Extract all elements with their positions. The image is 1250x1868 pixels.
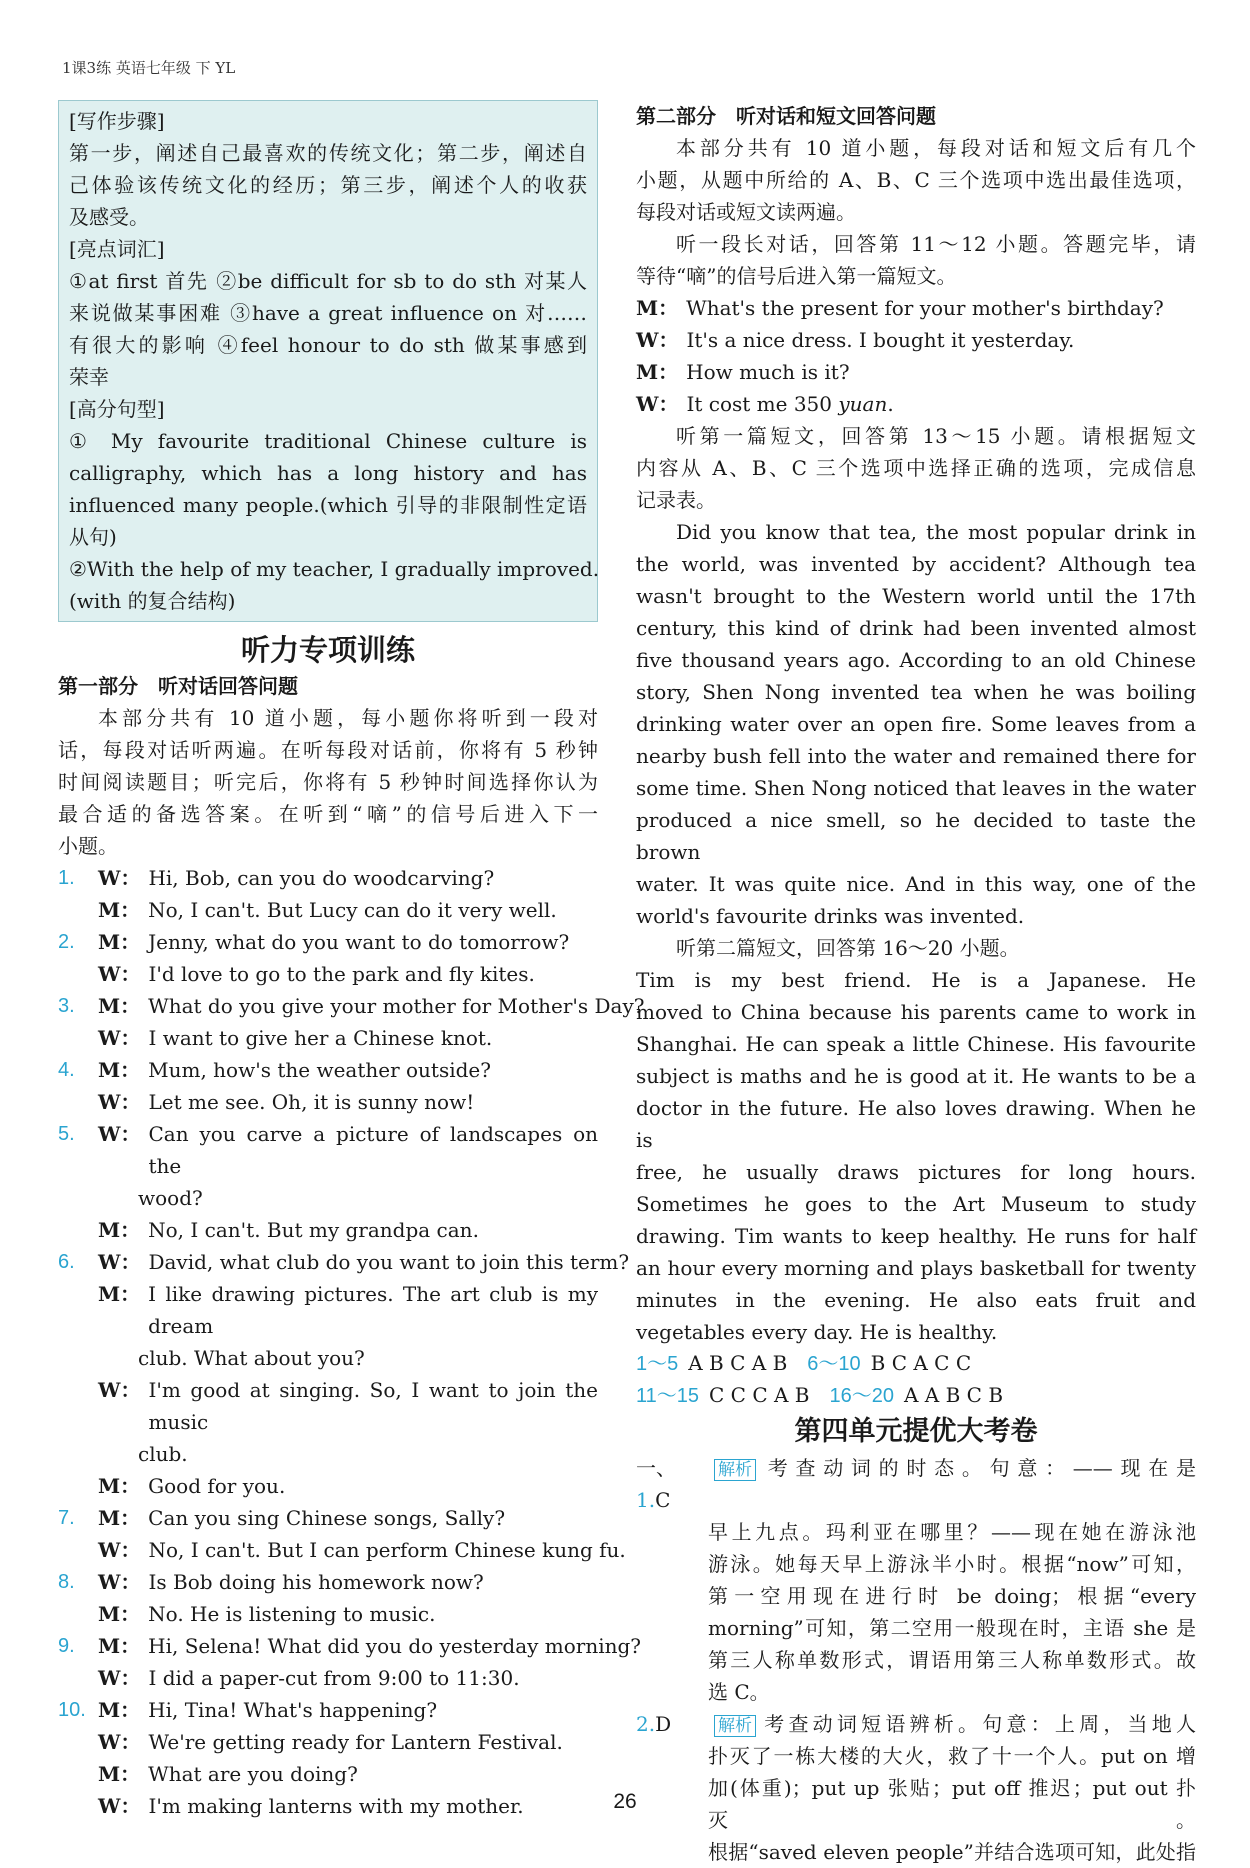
analysis-tag: 解析 xyxy=(714,1459,756,1481)
speaker-label: W： xyxy=(636,392,679,416)
dialogue-line xyxy=(58,1758,598,1790)
answer-letters: B C A C C xyxy=(870,1351,972,1375)
passage1 xyxy=(636,516,1196,932)
unit4-answer-line xyxy=(636,1708,1196,1740)
intro-line: 话，每段对话听两遍。在听每段对话前，你将有 5 秒钟 xyxy=(58,738,598,762)
indent-spacer xyxy=(58,894,98,926)
answer-text-content: 考查动词短语辨析。句意：上周，当地人 xyxy=(760,1712,1196,1736)
speaker-label: M： xyxy=(98,1762,141,1786)
tips-line: (with 的复合结构) xyxy=(69,589,236,613)
dialogue-line xyxy=(58,926,598,958)
intro-line: 听一段长对话，回答第 11～12 小题。答题完毕，请 xyxy=(676,232,1196,256)
dialogue-line xyxy=(58,1342,598,1374)
passage2 xyxy=(636,964,1196,1348)
unit4-title: 第四单元提优大考卷 xyxy=(794,1416,1038,1447)
indent-spacer xyxy=(58,1534,98,1566)
passage-line: five thousand years ago. According to an old Chinese xyxy=(636,648,1196,672)
answer-letters: C C C A B xyxy=(709,1383,810,1407)
dialogue-number: 8. xyxy=(58,1571,75,1593)
answer-label xyxy=(636,1836,708,1868)
dialogue-text: What do you give your mother for Mother's Day? xyxy=(148,994,645,1018)
passage-line: some time. Shen Nong noticed that leaves in the water xyxy=(636,776,1196,800)
dialogue-line xyxy=(58,1726,598,1758)
answer-range: 6～10 xyxy=(807,1353,861,1375)
indent-spacer xyxy=(58,1182,98,1214)
unit4-answer-line xyxy=(636,1548,1196,1580)
dialogue-text xyxy=(686,356,1196,388)
indent-spacer xyxy=(58,1598,98,1630)
answer-text xyxy=(708,1676,1196,1708)
passage-line: doctor in the future. He also loves drawing. When he is xyxy=(636,1096,1196,1152)
tips-line: ②With the help of my teacher, I gradually improved. xyxy=(69,557,600,581)
tips-line: calligraphy, which has a long history and has xyxy=(69,461,587,485)
dialogue-text: What are you doing? xyxy=(148,1762,358,1786)
speaker-label: W： xyxy=(98,1570,141,1594)
dialogue-text: No, I can't. But I can perform Chinese kung fu. xyxy=(148,1538,626,1562)
dialogue-line xyxy=(58,1374,598,1438)
answer-text xyxy=(708,1708,1196,1740)
dialogue-text: I like drawing pictures. The art club is my dream xyxy=(148,1282,598,1338)
tips-line: ①at first 首先 ②be difficult for sb to do sth 对某人 xyxy=(69,269,587,293)
answer-text-content: 游泳。她每天早上游泳半小时。根据“now”可知， xyxy=(708,1552,1196,1576)
indent-spacer xyxy=(58,1438,98,1470)
speaker-label: M： xyxy=(98,1602,141,1626)
tips-line: 己体验该传统文化的经历；第三步，阐述个人的收获 xyxy=(69,173,587,197)
tips-line: ① My favourite traditional Chinese culture is xyxy=(69,429,587,453)
passage-line: free, he usually draws pictures for long hours. xyxy=(636,1160,1196,1184)
question-number: 1. xyxy=(636,1488,656,1512)
dialogue-line xyxy=(58,1182,598,1214)
answer-text xyxy=(708,1740,1196,1772)
answer-range: 1～5 xyxy=(636,1353,679,1375)
right-column xyxy=(636,100,1196,1868)
speaker-label: M： xyxy=(98,1218,141,1242)
passage-line: produced a nice smell, so he decided to taste the brown xyxy=(636,808,1196,864)
speaker-label: W： xyxy=(636,328,679,352)
tips-line: [写作步骤] xyxy=(69,109,165,133)
dialogue-text: club. What about you? xyxy=(138,1346,365,1370)
answer-label xyxy=(636,1612,708,1644)
dialogue-text: No, I can't. But my grandpa can. xyxy=(148,1218,479,1242)
intro-line: 最合适的备选答案。在听到“嘀”的信号后进入下一 xyxy=(58,802,598,826)
page-header: 1课3练 英语七年级 下 YL xyxy=(62,59,236,77)
answer-text-content: 第三人称单数形式，谓语用第三人称单数形式。故 xyxy=(708,1648,1196,1672)
answer-text-content: morning”可知，第二空用一般现在时，主语 she 是 xyxy=(708,1616,1196,1640)
dialogue-line xyxy=(58,1278,598,1342)
dialogue-text: David, what club do you want to join this term? xyxy=(148,1250,630,1274)
dialogue-text: Can you sing Chinese songs, Sally? xyxy=(148,1506,506,1530)
passage-line: Tim is my best friend. He is a Japanese. He xyxy=(636,968,1196,992)
indent-spacer xyxy=(58,1758,98,1790)
part2-intro xyxy=(636,132,1196,228)
dialogue-line xyxy=(58,1118,598,1182)
dialogue-text: No, I can't. But Lucy can do it very well. xyxy=(148,898,557,922)
tips-line: [高分句型] xyxy=(69,397,165,421)
dialogue-text: Let me see. Oh, it is sunny now! xyxy=(148,1090,475,1114)
speaker-label: W： xyxy=(98,1666,141,1690)
passage-line: wasn't brought to the Western world until the 17th xyxy=(636,584,1196,608)
unit4-answer-line xyxy=(636,1516,1196,1548)
answer-text xyxy=(708,1548,1196,1580)
dialogue-text: Hi, Bob, can you do woodcarving? xyxy=(148,866,495,890)
dialogue-line xyxy=(58,1598,598,1630)
unit4-answer-line xyxy=(636,1836,1196,1868)
passage-line: drinking water over an open fire. Some leaves from a xyxy=(636,712,1196,736)
dialogue-text: I'd love to go to the park and fly kites. xyxy=(148,962,535,986)
dialogue-number: 1. xyxy=(58,867,75,889)
dialogue-number: 10. xyxy=(58,1699,86,1721)
indent-spacer xyxy=(58,1374,98,1438)
answer-text xyxy=(708,1516,1196,1548)
speaker-label: M： xyxy=(98,1698,141,1722)
dialogue-line xyxy=(58,1022,598,1054)
speaker-label: M： xyxy=(98,1506,141,1530)
answer-label xyxy=(636,1740,708,1772)
tips-line: 第一步，阐述自己最喜欢的传统文化；第二步，阐述自 xyxy=(69,141,587,165)
dialogue-text: club. xyxy=(138,1442,188,1466)
dialogue-line xyxy=(58,1214,598,1246)
intro-line: 小题，从题中所给的 A、B、C 三个选项中选出最佳选项， xyxy=(636,168,1196,192)
tips-line: 有很大的影响 ④feel honour to do sth 做某事感到 xyxy=(69,333,587,357)
indent-spacer xyxy=(58,1086,98,1118)
writing-tips-lines xyxy=(69,105,600,617)
long-dialogue xyxy=(636,292,1196,420)
dialogue-line xyxy=(58,862,598,894)
answer-text-content: 选 C。 xyxy=(708,1680,770,1704)
dialogue-line xyxy=(636,356,1196,388)
dialogue-line xyxy=(58,1054,598,1086)
dialogue-text: I want to give her a Chinese knot. xyxy=(148,1026,493,1050)
indent-spacer xyxy=(58,1022,98,1054)
intro-line: 等待“嘀”的信号后进入第一篇短文。 xyxy=(636,264,957,288)
intro-line: 内容从 A、B、C 三个选项中选择正确的选项，完成信息 xyxy=(636,456,1196,480)
speaker-label: W： xyxy=(98,962,141,986)
indent-spacer xyxy=(98,1182,138,1214)
passage-line: story, Shen Nong invented tea when he was boiling xyxy=(636,680,1196,704)
dialogue-line xyxy=(58,1086,598,1118)
dialogue-text xyxy=(686,388,1196,420)
dialogue-line xyxy=(58,1438,598,1470)
indent-spacer xyxy=(98,1438,138,1470)
dialogue-line xyxy=(58,958,598,990)
long-dialogue-intro xyxy=(636,228,1196,292)
speaker-label: W： xyxy=(98,1026,141,1050)
answer-text xyxy=(708,1452,1196,1516)
passage-line: minutes in the evening. He also eats fruit and xyxy=(636,1288,1196,1312)
intro-line: 本部分共有 10 道小题，每段对话和短文后有几个 xyxy=(676,136,1196,160)
answer-letters: A B C A B xyxy=(688,1351,788,1375)
answer-label xyxy=(636,1452,708,1516)
dialogue-line xyxy=(58,1470,598,1502)
dialogue-text: Can you carve a picture of landscapes on the xyxy=(148,1122,598,1178)
dialogue-text: I did a paper-cut from 9:00 to 11:30. xyxy=(148,1666,520,1690)
speaker-label: M： xyxy=(98,994,141,1018)
dialogue-text: No. He is listening to music. xyxy=(148,1602,436,1626)
intro-line: 听第一篇短文，回答第 13～15 小题。请根据短文 xyxy=(676,424,1196,448)
speaker-label: W： xyxy=(98,866,141,890)
analysis-tag: 解析 xyxy=(714,1715,756,1737)
answer-text xyxy=(708,1612,1196,1644)
dialogue-text-main: How much is it? xyxy=(686,360,850,384)
passage-line: moved to China because his parents came to work in xyxy=(636,1000,1196,1024)
answer-key-row xyxy=(636,1348,1196,1380)
dialogue-number: 6. xyxy=(58,1251,75,1273)
intro-line: 小题。 xyxy=(58,834,118,858)
dialogue-text: Jenny, what do you want to do tomorrow? xyxy=(148,930,570,954)
dialogue-line xyxy=(58,1566,598,1598)
dialogue-line xyxy=(636,388,1196,420)
unit4-answer-line xyxy=(636,1740,1196,1772)
answer-text-content: 根据“saved eleven people”并结合选项可知，此处指 xyxy=(708,1840,1196,1864)
answer-letters: A A B C B xyxy=(904,1383,1004,1407)
question-number: 2. xyxy=(636,1712,656,1736)
speaker-label: W： xyxy=(98,1250,141,1274)
dialogue-line xyxy=(58,1246,630,1278)
passage1-intro xyxy=(636,420,1196,516)
answer-key-row xyxy=(636,1380,1196,1412)
answer-text-content: 第一空用现在进行时 be doing；根据“every xyxy=(708,1584,1196,1608)
answer-text-content: 扑灭了一栋大楼的大火，救了十一个人。put on 增 xyxy=(708,1744,1196,1768)
speaker-label: W： xyxy=(98,1378,141,1402)
speaker-label: M： xyxy=(636,360,679,384)
dialogue-text: Hi, Selena! What did you do yesterday morning? xyxy=(148,1634,642,1658)
dialogue-line xyxy=(58,990,645,1022)
indent-spacer xyxy=(58,1470,98,1502)
dialogue-number: 3. xyxy=(58,995,75,1017)
passage-line: world's favourite drinks was invented. xyxy=(636,904,1025,928)
passage-line: drawing. Tim wants to keep healthy. He runs for half xyxy=(636,1224,1196,1248)
dialogue-line xyxy=(58,1694,598,1726)
indent-spacer xyxy=(58,1342,98,1374)
unit4-answer-line xyxy=(636,1644,1196,1676)
dialogue-text: Is Bob doing his homework now? xyxy=(148,1570,484,1594)
indent-spacer xyxy=(58,1726,98,1758)
dialogue-text-italic: yuan xyxy=(838,392,888,416)
unit4-answer-line xyxy=(636,1676,1196,1708)
dialogue-text: Hi, Tina! What's happening? xyxy=(148,1698,438,1722)
unit4-answer-line xyxy=(636,1612,1196,1644)
passage2-intro: 听第二篇短文，回答第 16～20 小题。 xyxy=(676,936,1020,960)
speaker-label: M： xyxy=(98,1058,141,1082)
part2-title: 第二部分 听对话和短文回答问题 xyxy=(636,104,936,128)
intro-line: 时间阅读题目；听完后，你将有 5 秒钟时间选择你认为 xyxy=(58,770,598,794)
dialogue-text: Good for you. xyxy=(148,1474,286,1498)
dialogue-line xyxy=(58,894,598,926)
tips-line: influenced many people.(which 引导的非限制性定语 xyxy=(69,493,587,517)
speaker-label: W： xyxy=(98,1090,141,1114)
dialogue-line xyxy=(636,292,1196,324)
dialogue-number: 2. xyxy=(58,931,75,953)
intro-line: 每段对话或短文读两遍。 xyxy=(636,200,856,224)
dialogue-text-main: It's a nice dress. I bought it yesterday. xyxy=(686,328,1075,352)
indent-spacer xyxy=(58,1278,98,1342)
passage-line: Did you know that tea, the most popular drink in xyxy=(676,520,1196,544)
tips-line: [亮点词汇] xyxy=(69,237,165,261)
answer-text-content: 早上九点。玛利亚在哪里？——现在她在游泳池 xyxy=(708,1520,1196,1544)
answer-label xyxy=(636,1580,708,1612)
passage-line: vegetables every day. He is healthy. xyxy=(636,1320,998,1344)
passage-line: subject is maths and he is good at it. He wants to be a xyxy=(636,1064,1196,1088)
indent-spacer xyxy=(58,958,98,990)
listening-section-title: 听力专项训练 xyxy=(240,633,415,667)
speaker-label: M： xyxy=(98,930,141,954)
indent-spacer xyxy=(58,1662,98,1694)
dialogue-text-main: It cost me 350 xyxy=(686,392,839,416)
passage-line: water. It was quite nice. And in this way, one of the xyxy=(636,872,1196,896)
dialogue-line xyxy=(58,1502,598,1534)
speaker-label: W： xyxy=(98,1122,141,1146)
part1-title: 第一部分 听对话回答问题 xyxy=(58,674,298,698)
answer-label xyxy=(636,1516,708,1548)
dialogue-text: We're getting ready for Lantern Festival. xyxy=(148,1730,563,1754)
page-number: 26 xyxy=(613,1790,637,1813)
answer-text-content: 加(体重)；put up 张贴；put off 推迟；put out 扑灭。 xyxy=(708,1776,1196,1832)
tips-line: 及感受。 xyxy=(69,205,149,229)
passage-line: Sometimes he goes to the Art Museum to study xyxy=(636,1192,1196,1216)
answer-label xyxy=(636,1676,708,1708)
listening-answer-keys xyxy=(636,1348,1196,1412)
speaker-label: W： xyxy=(98,1794,141,1818)
dialogue-number: 9. xyxy=(58,1635,75,1657)
speaker-label: M： xyxy=(98,1474,141,1498)
speaker-label: M： xyxy=(98,1282,141,1306)
passage-line: century, this kind of drink had been invented almost xyxy=(636,616,1196,640)
dialogue-text-main: What's the present for your mother's birthday? xyxy=(686,296,1164,320)
intro-line: 本部分共有 10 道小题，每小题你将听到一段对 xyxy=(98,706,598,730)
dialogue-text: I'm making lanterns with my mother. xyxy=(148,1794,524,1818)
dialogue-text-tail: . xyxy=(887,392,894,416)
passage-line: Shanghai. He can speak a little Chinese. His favourite xyxy=(636,1032,1196,1056)
answer-label xyxy=(636,1548,708,1580)
section-number: 一、 xyxy=(636,1456,676,1480)
answer-range: 16～20 xyxy=(829,1385,894,1407)
dialogue-number: 7. xyxy=(58,1507,75,1529)
tips-line: 从句) xyxy=(69,525,117,549)
dialogue-text xyxy=(686,292,1196,324)
dialogue-text: I'm good at singing. So, I want to join the music xyxy=(148,1378,598,1434)
passage-line: an hour every morning and plays basketball for twenty xyxy=(636,1256,1196,1280)
answer-text xyxy=(708,1836,1196,1868)
dialogue-number: 5. xyxy=(58,1123,75,1145)
indent-spacer xyxy=(58,1214,98,1246)
unit4-answer-line xyxy=(636,1452,1196,1516)
speaker-label: M： xyxy=(636,296,679,320)
unit4-answer-line xyxy=(636,1580,1196,1612)
speaker-label: M： xyxy=(98,1634,141,1658)
dialogue-line xyxy=(58,1662,598,1694)
writing-tips-box xyxy=(58,100,598,622)
tips-line: 来说做某事困难 ③have a great influence on 对…… xyxy=(69,301,587,325)
dialogue-text: wood? xyxy=(138,1186,203,1210)
dialogue-text xyxy=(686,324,1196,356)
answer-label xyxy=(636,1644,708,1676)
answer-range: 11～15 xyxy=(636,1385,700,1407)
part1-intro xyxy=(58,702,598,862)
speaker-label: M： xyxy=(98,898,141,922)
dialogue-line xyxy=(58,1630,642,1662)
indent-spacer xyxy=(98,1342,138,1374)
dialogue-line xyxy=(636,324,1196,356)
dialogue-number: 4. xyxy=(58,1059,75,1081)
passage-line: nearby bush fell into the water and remained there for xyxy=(636,744,1196,768)
intro-line: 记录表。 xyxy=(636,488,716,512)
answer-text xyxy=(708,1580,1196,1612)
answer-choice: C xyxy=(655,1488,671,1512)
answer-choice: D xyxy=(655,1712,672,1736)
answer-text-content: 考查动词的时态。句意：——现在是 xyxy=(760,1456,1196,1480)
dialogue-text: Mum, how's the weather outside? xyxy=(148,1058,491,1082)
dialogue-line xyxy=(58,1534,626,1566)
passage-line: the world, was invented by accident? Although tea xyxy=(636,552,1196,576)
answer-label xyxy=(636,1708,708,1740)
speaker-label: W： xyxy=(98,1730,141,1754)
answer-text xyxy=(708,1644,1196,1676)
speaker-label: W： xyxy=(98,1538,141,1562)
tips-line: 荣幸 xyxy=(69,365,109,389)
